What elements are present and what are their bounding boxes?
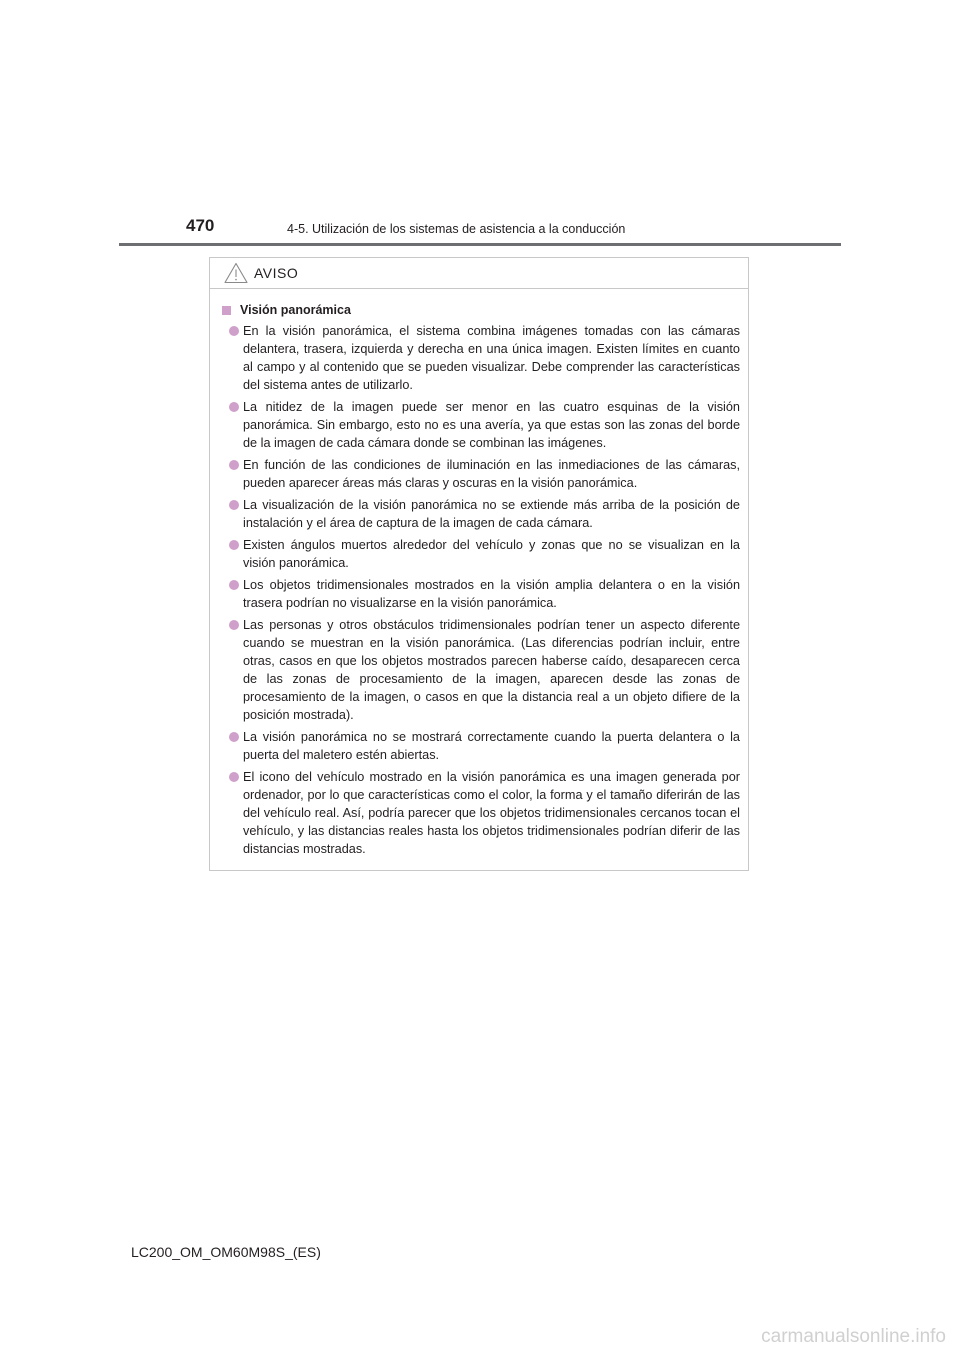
list-item bbox=[222, 728, 740, 764]
bullet-dot-icon bbox=[229, 620, 239, 630]
list-item bbox=[222, 768, 740, 858]
bullet-dot-icon bbox=[229, 732, 239, 742]
bullet-dot-icon bbox=[229, 326, 239, 336]
document-code: LC200_OM_OM60M98S_(ES) bbox=[131, 1244, 321, 1260]
list-item bbox=[222, 576, 740, 612]
bullet-dot-icon bbox=[229, 540, 239, 550]
section-title: 4-5. Utilización de los sistemas de asistencia a la conducción bbox=[287, 222, 626, 236]
list-item-text: Las personas y otros obstáculos tridimensionales podrían tener un aspecto diferente cuando se muestran en la visión panorámica. (Las diferencias podrían incluir, entre otras, casos en que los objetos mostrados parecen haberse caído, desaparecen cerca de las zonas de procesamiento de la imagen, aparecen desde las zonas de procesamiento de la imagen, o casos en que la distancia real a un objeto difiere de la posición mostrada). bbox=[243, 618, 740, 722]
warning-triangle-icon bbox=[224, 262, 248, 284]
list-item-text: En función de las condiciones de iluminación en las inmediaciones de las cámaras, pueden aparecer áreas más claras y oscuras en la visión panorámica. bbox=[243, 458, 740, 490]
list-item-text: El icono del vehículo mostrado en la visión panorámica es una imagen generada por ordenador, por lo que características como el color, la forma y el tamaño diferirán de las del vehículo real. Así, podría parecer que los objetos tridimensionales cercanos tocan el vehículo, y las distancias reales hasta los objetos tridimensionales podrían diferir de las distancias mostradas. bbox=[243, 770, 740, 856]
list-item bbox=[222, 496, 740, 532]
bullet-dot-icon bbox=[229, 402, 239, 412]
bullet-dot-icon bbox=[229, 460, 239, 470]
subheading-text: Visión panorámica bbox=[240, 303, 351, 317]
list-item bbox=[222, 616, 740, 724]
warning-body bbox=[210, 289, 748, 858]
list-item-text: Los objetos tridimensionales mostrados en la visión amplia delantera o en la visión trasera podrían no visualizarse en la visión panorámica. bbox=[243, 578, 740, 610]
bullet-dot-icon bbox=[229, 500, 239, 510]
list-item-text: La visualización de la visión panorámica no se extiende más arriba de la posición de instalación y el área de captura de la imagen de cada cámara. bbox=[243, 498, 740, 530]
square-bullet-icon bbox=[222, 306, 231, 315]
bullet-dot-icon bbox=[229, 580, 239, 590]
list-item-text: En la visión panorámica, el sistema combina imágenes tomadas con las cámaras delantera, trasera, izquierda y derecha en una única imagen. Existen límites en cuanto al campo y al contenido que se pueden visualizar. Debe comprender las características del sistema antes de utilizarlo. bbox=[243, 324, 740, 392]
bullet-dot-icon bbox=[229, 772, 239, 782]
warning-box bbox=[209, 257, 749, 871]
warning-list bbox=[222, 322, 740, 858]
warning-subheading bbox=[222, 301, 740, 319]
header-rule bbox=[119, 243, 841, 246]
list-item-text: La visión panorámica no se mostrará correctamente cuando la puerta delantera o la puerta del maletero estén abiertas. bbox=[243, 730, 740, 762]
list-item bbox=[222, 322, 740, 394]
list-item-text: Existen ángulos muertos alrededor del vehículo y zonas que no se visualizan en la visión panorámica. bbox=[243, 538, 740, 570]
list-item-text: La nitidez de la imagen puede ser menor en las cuatro esquinas de la visión panorámica. Sin embargo, esto no es una avería, ya que estas son las zonas del borde de la imagen de cada cámara donde se combinan las imágenes. bbox=[243, 400, 740, 450]
warning-header bbox=[210, 258, 748, 289]
list-item bbox=[222, 456, 740, 492]
warning-label: AVISO bbox=[254, 265, 299, 281]
page-number: 470 bbox=[186, 216, 215, 235]
list-item bbox=[222, 398, 740, 452]
list-item bbox=[222, 536, 740, 572]
watermark: carmanualsonline.info bbox=[761, 1326, 946, 1347]
